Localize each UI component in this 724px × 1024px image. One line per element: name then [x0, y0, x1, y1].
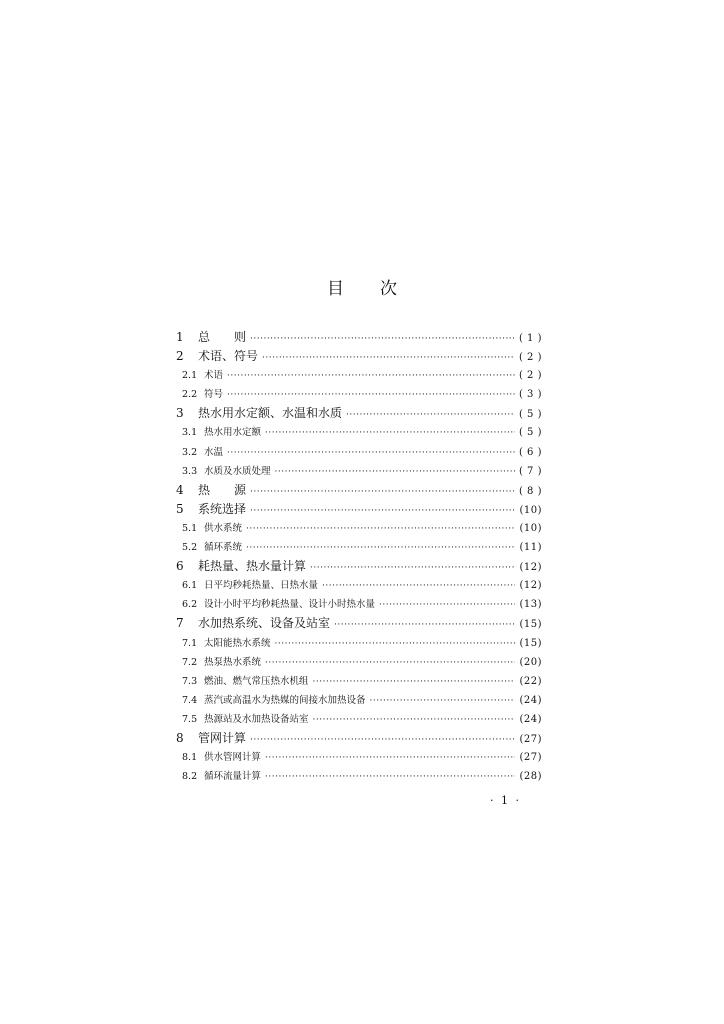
toc-leader-dots [265, 654, 515, 673]
toc-leader-dots [346, 406, 515, 425]
toc-entry-page: ( 6 ) [518, 446, 542, 458]
toc-entry-label: 水质及水质处理 [204, 465, 271, 477]
toc-entry [176, 614, 542, 633]
toc-entry-number: 8.2 [182, 771, 198, 783]
toc-entry-page: (10) [519, 522, 542, 534]
toc-entry-page: (12) [519, 580, 542, 592]
toc-leader-dots [265, 749, 515, 768]
toc-entry-page: ( 2 ) [518, 352, 542, 364]
toc-entry-number: 2.2 [182, 389, 198, 401]
toc-entry-page: (15) [519, 637, 542, 649]
toc-entry-label: 循环系统 [204, 542, 243, 554]
toc-entry-number: 5.2 [182, 542, 198, 554]
toc-leader-dots [265, 768, 515, 787]
toc-entry-label: 水温 [204, 446, 224, 458]
toc-entry [176, 462, 542, 481]
toc-leader-dots [227, 444, 515, 463]
toc-entry-page: (13) [519, 599, 542, 611]
toc-entry-label: 供水管网计算 [204, 752, 262, 764]
toc-entry-number: 8.1 [182, 752, 198, 764]
toc-entry-label: 燃油、燃气常压热水机组 [204, 675, 309, 687]
toc-leader-dots [275, 463, 515, 482]
toc-entry-page: (22) [519, 675, 542, 687]
toc-entry-page: (12) [519, 562, 542, 574]
toc-entry-number: 7.3 [182, 675, 198, 687]
toc-entry-number: 7.5 [182, 713, 198, 725]
toc-entry-label: 符号 [204, 389, 224, 401]
table-of-contents [176, 328, 542, 786]
toc-entry-page: (27) [519, 752, 542, 764]
toc-entry-label: 术语 [204, 370, 224, 382]
toc-leader-dots [250, 502, 515, 521]
toc-entry [176, 748, 542, 767]
toc-entry-label: 水加热系统、设备及站室 [198, 616, 331, 631]
toc-entry [176, 595, 542, 614]
toc-entry-number: 7.2 [182, 656, 198, 668]
toc-leader-dots [370, 692, 516, 711]
toc-leader-dots [262, 349, 515, 368]
toc-entry-page: (28) [519, 771, 542, 783]
toc-leader-dots [246, 539, 515, 558]
toc-entry [176, 672, 542, 691]
toc-entry-number: 2 [176, 349, 184, 364]
toc-entry-label: 总 则 [198, 330, 247, 344]
toc-entry-label: 热源站及水加热设备站室 [204, 713, 309, 725]
toc-entry [176, 634, 542, 653]
toc-entry-number: 5 [176, 501, 184, 516]
toc-entry-number: 7.1 [182, 637, 198, 649]
toc-entry-number: 6 [176, 559, 184, 574]
toc-entry-label: 设计小时平均秒耗热量、设计小时热水量 [204, 599, 376, 611]
toc-leader-dots [313, 673, 516, 692]
toc-leader-dots [379, 596, 515, 615]
toc-entry-number: 4 [176, 482, 184, 497]
toc-leader-dots [310, 559, 515, 578]
toc-entry-number: 6.1 [182, 580, 198, 592]
toc-entry-page: ( 5 ) [518, 409, 542, 421]
toc-entry-page: ( 7 ) [518, 465, 542, 477]
toc-entry [176, 767, 542, 786]
toc-leader-dots [227, 386, 515, 405]
toc-entry-number: 3.1 [182, 427, 198, 439]
toc-entry [176, 538, 542, 557]
toc-entry-label: 热 源 [198, 482, 247, 497]
toc-entry-number: 3.2 [182, 446, 198, 458]
toc-entry-page: (15) [519, 619, 542, 631]
toc-entry [176, 385, 542, 404]
toc-entry [176, 328, 542, 347]
toc-entry-label: 太阳能热水系统 [204, 637, 271, 649]
toc-entry [176, 500, 542, 519]
toc-entry-label: 术语、符号 [198, 349, 259, 364]
toc-entry-label: 热水用水定额、水温和水质 [198, 406, 343, 421]
toc-leader-dots [265, 424, 515, 443]
toc-entry-number: 7 [176, 616, 184, 631]
toc-leader-dots [275, 635, 516, 654]
toc-entry [176, 404, 542, 423]
toc-entry [176, 519, 542, 538]
toc-entry-page: ( 1 ) [518, 333, 542, 344]
toc-entry-number: 7.4 [182, 694, 198, 706]
toc-entry [176, 557, 542, 576]
toc-entry [176, 576, 542, 595]
toc-leader-dots [250, 483, 515, 502]
toc-entry-page: (10) [519, 504, 542, 516]
toc-entry-page: (24) [519, 694, 542, 706]
toc-entry [176, 481, 542, 500]
toc-leader-dots [246, 520, 515, 539]
toc-entry [176, 691, 542, 710]
toc-entry-page: (27) [519, 733, 542, 745]
toc-entry [176, 347, 542, 366]
toc-leader-dots [313, 711, 516, 730]
toc-leader-dots [250, 330, 515, 349]
toc-entry-page: (11) [519, 542, 542, 554]
toc-entry-label: 管网计算 [198, 730, 247, 745]
toc-leader-dots [227, 367, 515, 386]
toc-entry-number: 8 [176, 730, 184, 745]
toc-entry-label: 循环流量计算 [204, 771, 262, 783]
toc-entry [176, 423, 542, 442]
toc-leader-dots [334, 616, 515, 635]
toc-entry [176, 729, 542, 748]
toc-entry-number: 1 [176, 330, 184, 344]
page-title: 目次 [327, 279, 433, 299]
toc-entry-label: 日平均秒耗热量、日热水量 [204, 580, 319, 592]
toc-leader-dots [250, 731, 515, 750]
toc-entry-page: ( 8 ) [518, 485, 542, 497]
toc-entry-number: 3 [176, 406, 184, 421]
toc-entry-number: 2.1 [182, 370, 198, 382]
toc-entry [176, 366, 542, 385]
toc-entry-label: 热泵热水系统 [204, 656, 262, 668]
toc-entry [176, 653, 542, 672]
toc-entry-page: (24) [519, 713, 542, 725]
toc-entry-page: ( 2 ) [518, 370, 542, 382]
toc-entry-label: 蒸汽或高温水为热媒的间接水加热设备 [204, 694, 366, 706]
toc-entry-page: (20) [519, 656, 542, 668]
toc-entry-number: 3.3 [182, 465, 198, 477]
toc-leader-dots [322, 577, 515, 596]
page-number: · 1 · [490, 794, 521, 807]
toc-entry-number: 5.1 [182, 522, 198, 534]
toc-entry-number: 6.2 [182, 599, 198, 611]
toc-entry-label: 系统选择 [198, 501, 247, 516]
toc-entry-page: ( 3 ) [518, 389, 542, 401]
toc-entry [176, 710, 542, 729]
toc-entry-label: 供水系统 [204, 522, 243, 534]
toc-entry-label: 热水用水定额 [204, 427, 262, 439]
toc-entry [176, 443, 542, 462]
toc-entry-label: 耗热量、热水量计算 [198, 559, 307, 574]
toc-entry-page: ( 5 ) [518, 427, 542, 439]
